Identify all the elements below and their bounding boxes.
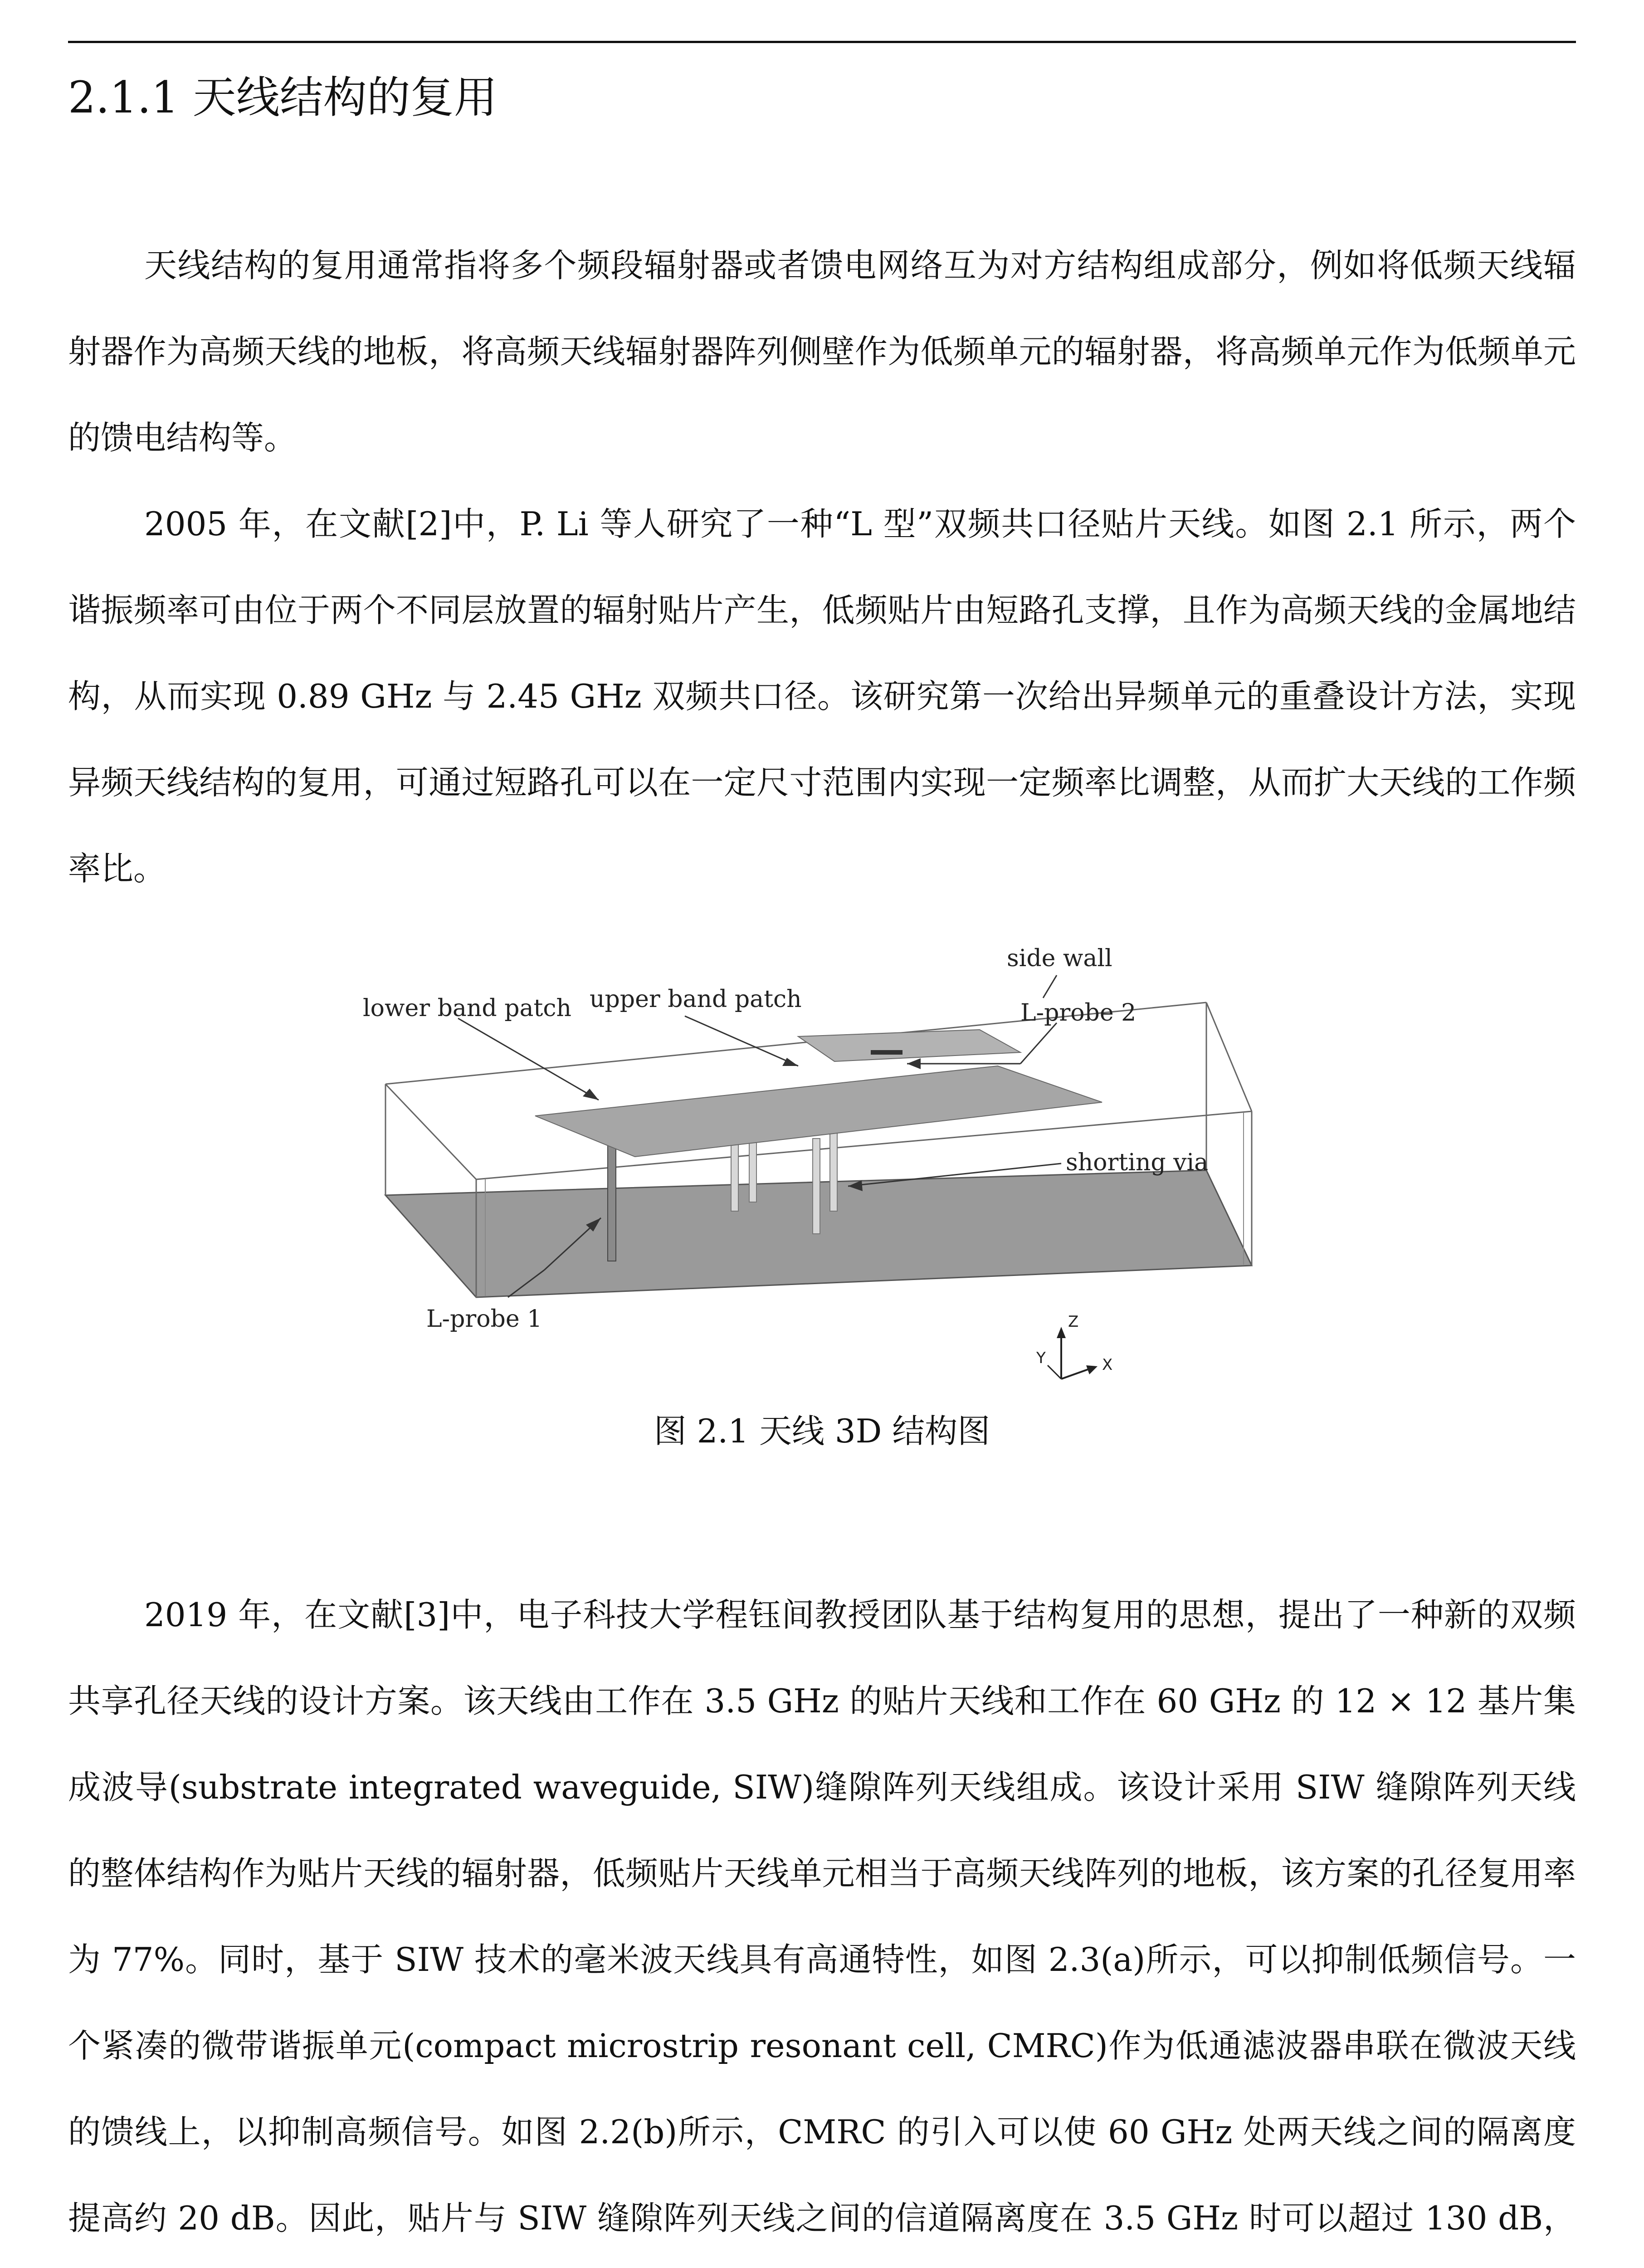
side-wall-label: side wall	[1007, 945, 1112, 972]
y-axis-label: Y	[1036, 1349, 1046, 1367]
x-axis-arrow	[1086, 1365, 1098, 1374]
body-paragraph-3: 2019 年，在文献[3]中，电子科技大学程钰间教授团队基于结构复用的思想，提出了一种新的双频共享孔径天线的设计方案。该天线由工作在 3.5 GHz 的贴片天线和工作在 60 GHz 的 12 × 12 基片集成波导(substrate integrated waveguide, SIW)缝隙阵列天线组成。该设计采用 SIW 缝隙阵列天线的整体结构作为贴片天线的辐射器，低频贴片天线单元相当于高频天线阵列的地板，该方案的孔径复用率为 77%。同时，基于 SIW 技术的毫米波天线具有高通特性，如图 2.3(a)所示，可以抑制低频信号。一个紧凑的微带谐振单元(compact microstrip resonant cell, CMRC)作为低通滤波器串联在微波天线的馈线上，以抑制高频信号。如图 2.2(b)所示，CMRC 的引入可以使 60 GHz 处两天线之间的隔离度提高约 20 dB。因此，贴片与 SIW 缝隙阵列天线之间的信道隔离度在 3.5 GHz 时可以超过 130 dB，	[68, 1596, 1576, 2237]
shorting-via	[813, 1139, 820, 1234]
body-paragraph-1: 天线结构的复用通常指将多个频段辐射器或者馈电网络互为对方结构组成部分，例如将低频天线辐射器作为高频天线的地板，将高频天线辐射器阵列侧壁作为低频单元的辐射器，将高频单元作为低频单元的馈电结构等。	[68, 246, 1576, 457]
upper-band-patch-label: upper band patch	[590, 986, 802, 1013]
l-probe-2-label: L-probe 2	[1020, 999, 1137, 1026]
z-axis-label: Z	[1068, 1313, 1079, 1331]
y-axis	[1048, 1365, 1061, 1379]
box-edge	[1206, 1002, 1252, 1111]
shorting-via	[731, 1143, 738, 1211]
x-axis-label: X	[1102, 1356, 1113, 1374]
l-probe-1-label: L-probe 1	[426, 1305, 542, 1333]
antenna-3d-figure	[354, 916, 1306, 1397]
lower-band-patch-label: lower band patch	[363, 995, 572, 1022]
leader-line	[685, 1016, 798, 1066]
shorting-via-label: shorting via	[1066, 1149, 1209, 1176]
upper-band-patch	[798, 1030, 1020, 1061]
z-axis-arrow	[1057, 1327, 1066, 1338]
section-heading: 2.1.1 天线结构的复用	[68, 72, 498, 123]
figure-caption: 图 2.1 天线 3D 结构图	[654, 1412, 990, 1450]
arrow-head	[583, 1089, 599, 1100]
arrow-head	[907, 1058, 921, 1069]
arrow-head	[782, 1058, 798, 1066]
shorting-via	[830, 1129, 837, 1211]
l-probe-1	[608, 1143, 616, 1261]
leader-line	[1020, 1023, 1057, 1064]
l-probe-2	[871, 1050, 902, 1055]
leader-line	[458, 1018, 599, 1100]
box-edge	[385, 1084, 476, 1179]
body-paragraph-2: 2005 年，在文献[2]中，P. Li 等人研究了一种“L 型”双频共口径贴片天线。如图 2.1 所示，两个谐振频率可由位于两个不同层放置的辐射贴片产生，低频贴片由短路孔支撑，且作为高频天线的金属地结构，从而实现 0.89 GHz 与 2.45 GHz 双频共口径。该研究第一次给出异频单元的重叠设计方法，实现异频天线结构的复用，可通过短路孔可以在一定尺寸范围内实现一定频率比调整，从而扩大天线的工作频率比。	[68, 505, 1576, 888]
leader-line	[1043, 975, 1057, 998]
header-rule	[68, 41, 1576, 43]
shorting-via	[749, 1139, 756, 1202]
